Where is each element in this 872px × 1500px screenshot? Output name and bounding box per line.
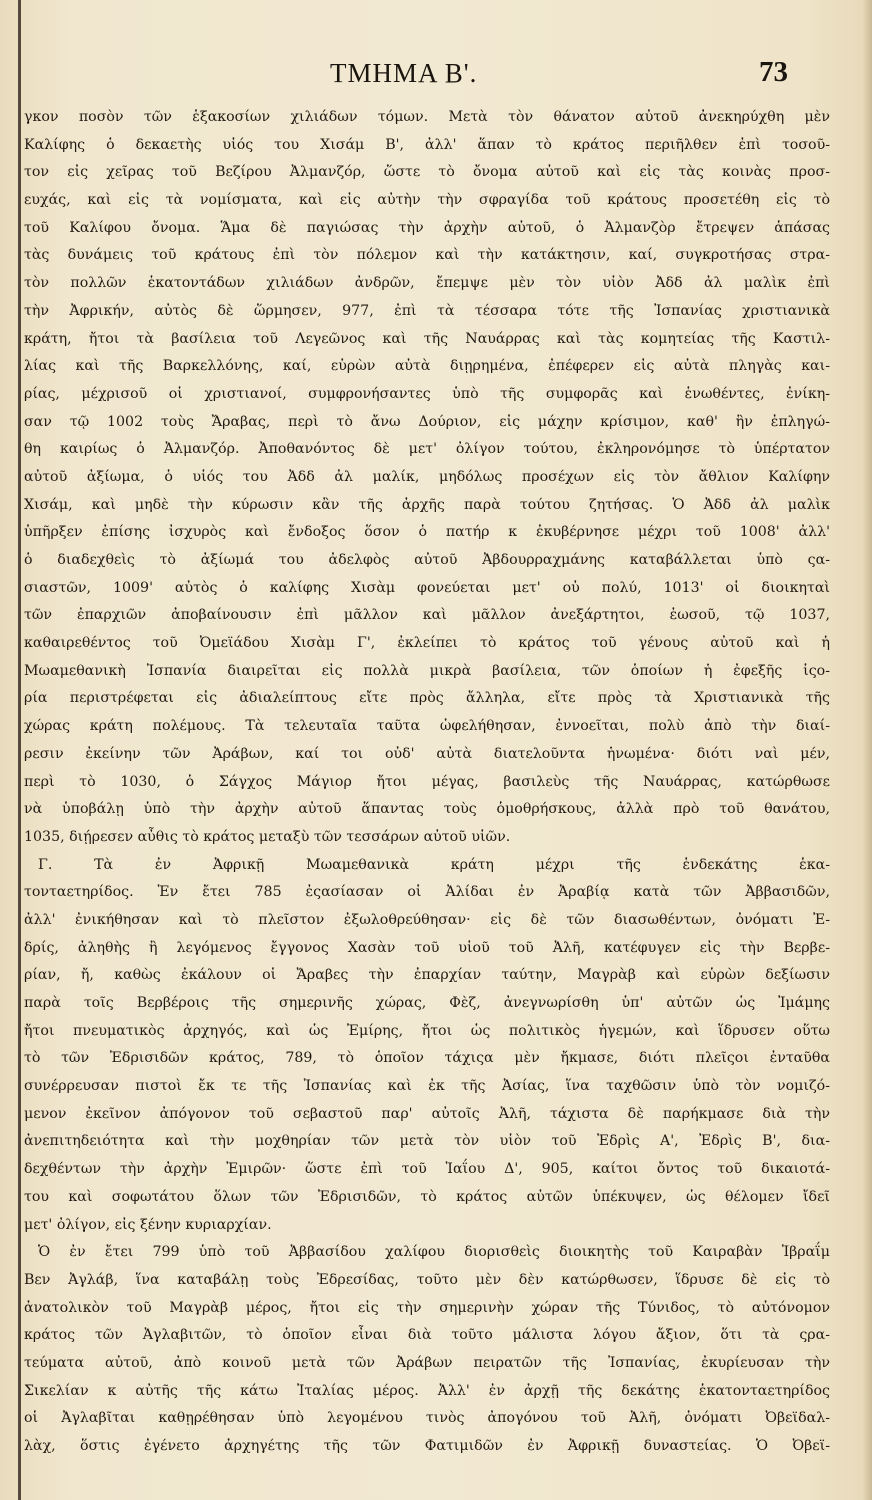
text-line: ὑπῆρξεν ἐπίσης ἰσχυρὸς καὶ ἔνδοξος ὅσον ὁ πατήρ κ ἐκυβέρνησε μέχρι τοῦ 1008' ἀλλ' <box>24 524 830 541</box>
text-line: ευχάς, καὶ εἰς τὰ νομίσματα, καὶ εἰς αὐτὴν τὴν σφραγίδα τοῦ κράτους προσετέθη εἰς τὸ <box>24 192 830 209</box>
text-line: θη καιρίως ὁ Ἀλμανζόρ. Ἀποθανόντος δὲ μετ' ὀλίγον τούτου, ἐκληρονόμησε τὸ ὑπέρτατον <box>24 441 830 458</box>
text-line: δρίς, ἀληθὴς ἢ λεγόμενος ἔγγονος Χασὰν τοῦ υἱοῦ τοῦ Ἀλῆ, κατέφυγεν εἰς τὴν Βερβε- <box>24 939 830 956</box>
section-heading-line: Γ. Τὰ ἐν Ἀφρικῇ Μωαμεθανικὰ κράτη μέχρι τῆς ἑνδεκάτης ἑκα- <box>38 856 830 873</box>
text-line: ρίαν, ἤ, καθὼς ἐκάλουν οἱ Ἄραβες τὴν ἐπαρχίαν ταύτην, Μαγρὰβ καὶ εὑρὼν δεξίωσιν <box>24 967 830 984</box>
page-margin-rule <box>18 0 21 1500</box>
text-line: λίας καὶ τῆς Βαρκελλόνης, καί, εὑρὼν αὐτὰ διῃρημένα, ἐπέφερεν εἰς αὐτὰ πληγὰς και- <box>24 358 830 375</box>
text-line: τὴν Ἀφρικήν, αὐτὸς δὲ ὥρμησεν, 977, ἐπὶ τὰ τέσσαρα τότε τῆς Ἰσπανίας χριστιανικὰ <box>24 302 830 319</box>
text-line: τονταετηρίδος. Ἐν ἔτει 785 ἐςασίασαν οἱ Ἀλίδαι ἐν Ἀραβίᾳ κατὰ τῶν Ἀββασιδῶν, <box>24 884 830 901</box>
text-line: ἀλλ' ἐνικήθησαν καὶ τὸ πλεῖστον ἐξωλοθρεύθησαν· εἰς δὲ τῶν διασωθέντων, ὀνόματι Ἐ- <box>24 911 830 928</box>
text-line: τοῦ Καλίφου ὄνομα. Ἅμα δὲ παγιώσας τὴν ἀρχὴν αὐτοῦ, ὁ Ἀλμανζὸρ ἔτρεψεν ἁπάσας <box>24 219 830 236</box>
text-line: Χισάμ, καὶ μηδὲ τὴν κύρωσιν κἂν τῆς ἀρχῆς παρὰ τούτου ζητήσας. Ὁ Ἀδδ ἀλ μαλὶκ <box>24 496 830 513</box>
text-line: ἀνατολικὸν τοῦ Μαγρὰβ μέρος, ἤτοι εἰς τὴν σημερινὴν χώραν τῆς Τύνιδος, τὸ αὐτόνομον <box>24 1299 830 1316</box>
page-edge-shadow <box>862 0 872 1500</box>
text-line: μετ' ὀλίγον, εἰς ξένην κυριαρχίαν. <box>24 1216 272 1233</box>
text-line: Ὁ ἐν ἔτει 799 ὑπὸ τοῦ Ἀββασίδου χαλίφου διορισθεὶς διοικητὴς τοῦ Καιραβὰν Ἰβραΐμ <box>38 1244 830 1261</box>
text-line: συνέρρευσαν πιστοὶ ἔκ τε τῆς Ἰσπανίας καὶ ἐκ τῆς Ἀσίας, ἵνα ταχθῶσιν ὑπὸ τὸν νομιζό- <box>24 1078 830 1095</box>
text-line: Καλίφης ὁ δεκαετὴς υἱός του Χισάμ Β', ἀλλ' ἅπαν τὸ κράτος περιῆλθεν ἐπὶ τοσοῦ- <box>24 136 830 153</box>
text-line: τὰς δυνάμεις τοῦ κράτους ἐπὶ τὸν πόλεμον καὶ τὴν κατάκτησιν, καί, συγκροτήσας στρα- <box>24 247 830 264</box>
text-line: χώρας κράτη πολέμους. Τὰ τελευταῖα ταῦτα ὠφελήθησαν, ἐννοεῖται, πολὺ ἀπὸ τὴν διαί- <box>24 718 830 735</box>
text-line: τὸν πολλῶν ἑκατοντάδων χιλιάδων ἀνδρῶν, ἔπεμψε μὲν τὸν υἱὸν Ἀδδ ἀλ μαλὶκ ἐπὶ <box>24 275 830 292</box>
page-number: 73 <box>759 56 788 88</box>
text-line: τεύματα αὐτοῦ, ἀπὸ κοινοῦ μετὰ τῶν Ἀράβων πειρατῶν τῆς Ἰσπανίας, ἐκυρίευσαν τὴν <box>24 1354 830 1371</box>
text-line: κράτη, ἤτοι τὰ βασίλεια τοῦ Λεγεῶνος καὶ τῆς Ναυάρρας καὶ τὰς κομητείας τῆς Καστιλ- <box>24 330 830 347</box>
text-line: δεχθέντων τὴν ἀρχὴν Ἐμιρῶν· ὥστε ἐπὶ τοῦ Ἰαΐου Δ', 905, καίτοι ὄντος τοῦ δικαιοτά- <box>24 1161 830 1178</box>
text-line: οἱ Ἀγλαβῖται καθῃρέθησαν ὑπὸ λεγομένου τινὸς ἀπογόνου τοῦ Ἀλῆ, ὀνόματι Ὀβεϊδαλ- <box>24 1410 830 1427</box>
text-line: μενον ἐκεῖνον ἀπόγονον τοῦ σεβαστοῦ παρ' αὐτοῖς Ἀλῆ, τάχιστα δὲ παρήκμασε διὰ τὴν <box>24 1105 830 1122</box>
text-line: τὸ τῶν Ἐδρισιδῶν κράτος, 789, τὸ ὁποῖον τάχιςα μὲν ἤκμασε, διότι πλεῖςοι ἐνταῦθα <box>24 1050 830 1067</box>
text-line: λὰχ, ὅστις ἐγένετο ἀρχηγέτης τῆς τῶν Φατιμιδῶν ἐν Ἀφρικῇ δυναστείας. Ὁ Ὀβεϊ- <box>24 1438 830 1454</box>
text-line: ρία περιστρέφεται εἰς ἀδιαλείπτους εἴτε πρὸς ἄλληλα, εἴτε πρὸς τὰ Χριστιανικὰ τῆς <box>24 690 830 707</box>
text-line: ὁ διαδεχθεὶς τὸ ἀξίωμά του ἀδελφὸς αὐτοῦ Ἀβδουρραχμάνης καταβάλλεται ὑπὸ ςα- <box>24 552 830 568</box>
text-line: αὐτοῦ ἀξίωμα, ὁ υἱός του Ἀδδ ἀλ μαλίκ, μηδόλως προσέχων εἰς τὸν ἄθλιον Καλίφην <box>24 468 830 485</box>
text-line: νὰ ὑποβάλῃ ὑπὸ τὴν ἀρχὴν αὐτοῦ ἅπαντας τοὺς ὁμοθρήσκους, ἀλλὰ πρὸ τοῦ θανάτου, <box>24 801 830 818</box>
text-line: καθαιρεθέντος τοῦ Ὀμεϊάδου Χισὰμ Γ', ἐκλείπει τὸ κράτος τοῦ γένους αὐτοῦ καὶ ἡ <box>24 635 830 652</box>
text-line: του καὶ σοφωτάτου ὅλων τῶν Ἐδρισιδῶν, τὸ κράτος αὐτῶν ὑπέκυψεν, ὡς θέλομεν ἴδεῖ <box>24 1188 830 1205</box>
text-line: σαν τῷ 1002 τοὺς Ἄραβας, περὶ τὸ ἄνω Δούριον, εἰς μάχην κρίσιμον, καθ' ἣν ἐπληγώ- <box>24 413 830 430</box>
text-line: κράτος τῶν Ἀγλαβιτῶν, τὸ ὁποῖον εἶναι διὰ τοῦτο μάλιστα λόγου ἄξιον, ὅτι τὰ ςρα- <box>24 1327 830 1344</box>
running-title: ΤΜΗΜΑ Β'. <box>330 58 478 88</box>
text-line: 1035, διῄρεσεν αὖθις τὸ κράτος μεταξὺ τῶν τεσσάρων αὐτοῦ υἱῶν. <box>24 828 511 845</box>
text-line: ρεσιν ἐκείνην τῶν Ἀράβων, καί τοι οὐδ' αὐτὰ διατελοῦντα ἡνωμένα· διότι ναὶ μέν, <box>24 745 830 762</box>
text-line: περὶ τὸ 1030, ὁ Σάγχος Μάγιορ ἤτοι μέγας, βασιλεὺς τῆς Ναυάρρας, κατώρθωσε <box>24 773 830 790</box>
text-line: τῶν ἐπαρχιῶν ἀποβαίνουσιν ἐπὶ μᾶλλον καὶ μᾶλλον ἀνεξάρτητοι, ἑωσοῦ, τῷ 1037, <box>24 607 830 624</box>
text-line: σιαστῶν, 1009' αὐτὸς ὁ καλίφης Χισὰμ φονεύεται μετ' οὐ πολύ, 1013' οἱ διοικηταὶ <box>24 579 830 596</box>
body-text <box>24 104 830 1461</box>
text-line: Μωαμεθανικὴ Ἰσπανία διαιρεῖται εἰς πολλὰ μικρὰ βασίλεια, τῶν ὁποίων ἡ ἐφεξῆς ἱςο- <box>24 662 830 679</box>
text-line: ἤτοι πνευματικὸς ἀρχηγός, καὶ ὡς Ἐμίρης, ἤτοι ὡς πολιτικὸς ἡγεμών, καὶ ἵδρυσεν οὕτω <box>24 1022 830 1039</box>
text-line: Βεν Ἀγλάβ, ἵνα καταβάλῃ τοὺς Ἐδρεσίδας, τοῦτο μὲν δὲν κατώρθωσεν, ἵδρυσε δὲ εἰς τὸ <box>24 1271 830 1288</box>
page-header <box>0 58 872 98</box>
text-line: τον εἰς χεῖρας τοῦ Βεζίρου Ἀλμανζόρ, ὥστε τὸ ὄνομα αὐτοῦ καὶ εἰς τὰς κοινὰς προσ- <box>24 164 830 181</box>
text-line: παρὰ τοῖς Βερβέροις τῆς σημερινῆς χώρας, Φὲζ, ἀνεγνωρίσθη ὑπ' αὐτῶν ὡς Ἰμάμης <box>24 995 830 1011</box>
text-line: γκον ποσὸν τῶν ἑξακοσίων χιλιάδων τόμων. Μετὰ τὸν θάνατον αὐτοῦ ἀνεκηρύχθη μὲν <box>24 109 830 125</box>
text-line: ρίας, μέχρισοῦ οἱ χριστιανοί, συμφρονήσαντες ὑπὸ τῆς συμφορᾶς καὶ ἑνωθέντες, ἐνίκη- <box>24 385 830 402</box>
text-line: Σικελίαν κ αὐτῆς τῆς κάτω Ἰταλίας μέρος. Ἀλλ' ἐν ἀρχῇ τῆς δεκάτης ἑκατονταετηρίδος <box>24 1382 830 1399</box>
text-line: ἀνεπιτηδειότητα καὶ τὴν μοχθηρίαν τῶν μετὰ τὸν υἱὸν τοῦ Ἐδρὶς Α', Ἐδρὶς Β', δια- <box>24 1133 830 1150</box>
